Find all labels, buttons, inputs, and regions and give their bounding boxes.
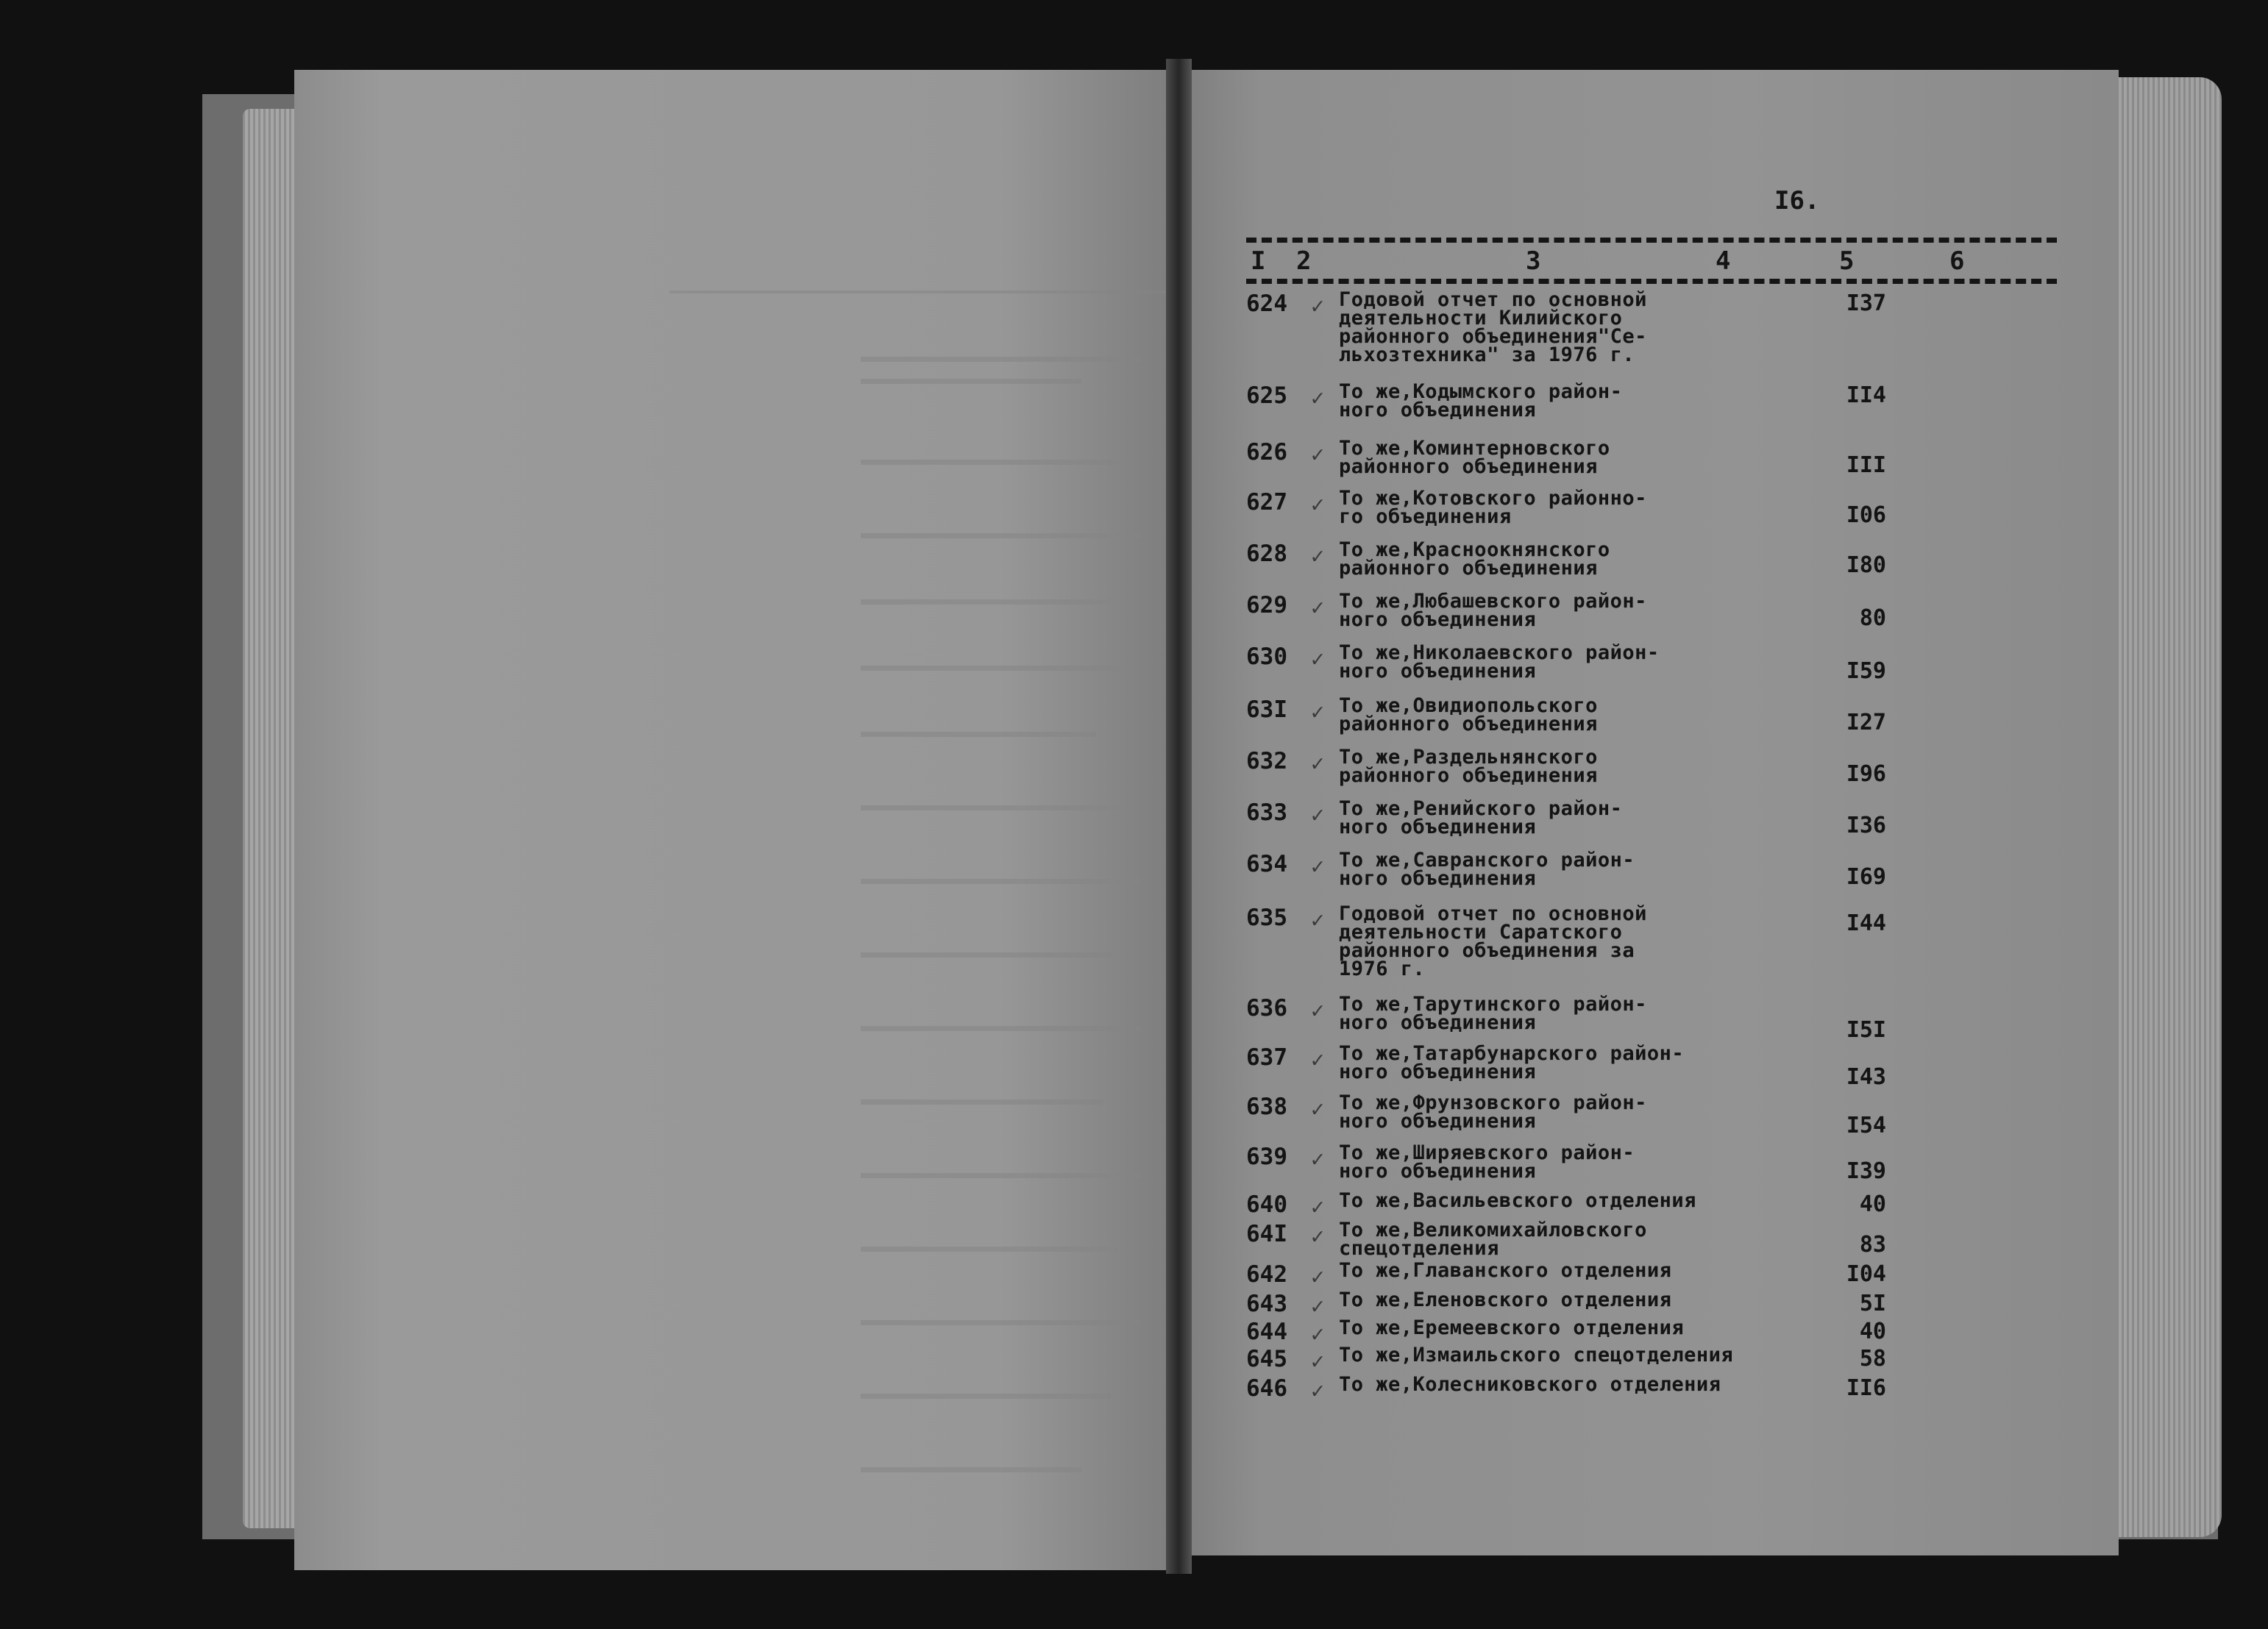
- entry-number: 638: [1246, 1094, 1287, 1120]
- entry-description-line: То же,Фрунзовского район-: [1339, 1091, 1647, 1114]
- entry-description-line: деятельности Килийского: [1339, 307, 1623, 329]
- entry-description-line: То же,Колесниковского отделения: [1339, 1373, 1721, 1396]
- left-page: [294, 70, 1177, 1570]
- entry-number: 626: [1246, 439, 1287, 466]
- entry-number: 629: [1246, 592, 1287, 619]
- entry-number: 634: [1246, 851, 1287, 877]
- checkmark-icon: ✓: [1311, 442, 1325, 468]
- entry-description-line: 1976 г.: [1339, 958, 1426, 980]
- checkmark-icon: ✓: [1311, 751, 1325, 777]
- entry-number: 644: [1246, 1319, 1287, 1345]
- checkmark-icon: ✓: [1311, 543, 1325, 569]
- page-number: I6.: [1774, 186, 1820, 215]
- entry-description-line: То же,Великомихайловского: [1339, 1219, 1647, 1241]
- entry-description-line: ного объединения: [1339, 867, 1537, 890]
- entry-number: 642: [1246, 1261, 1287, 1288]
- entry-sheet-count: I69: [1846, 864, 1886, 890]
- entry-description-line: ного объединения: [1339, 1011, 1537, 1034]
- checkmark-icon: ✓: [1311, 1378, 1325, 1404]
- entry-description-line: ного объединения: [1339, 1061, 1537, 1083]
- column-header-5: 5: [1839, 246, 1855, 276]
- entry-description-line: То же,Котовского районно-: [1339, 487, 1647, 510]
- column-header-4: 4: [1716, 246, 1731, 276]
- entry-description-line: То же,Савранского район-: [1339, 849, 1635, 871]
- entry-number: 627: [1246, 489, 1287, 516]
- entry-description-line: То же,Николаевского район-: [1339, 641, 1660, 664]
- entry-description-line: ного объединения: [1339, 816, 1537, 838]
- entry-sheet-count: 80: [1859, 605, 1886, 631]
- entry-description-line: ного объединения: [1339, 608, 1537, 631]
- checkmark-icon: ✓: [1311, 1147, 1325, 1172]
- entry-number: 637: [1246, 1044, 1287, 1071]
- entry-number: 646: [1246, 1375, 1287, 1402]
- entry-description-line: деятельности Саратского: [1339, 921, 1623, 944]
- checkmark-icon: ✓: [1311, 908, 1325, 933]
- checkmark-icon: ✓: [1311, 1047, 1325, 1073]
- entry-description-line: го объединения: [1339, 505, 1512, 528]
- checkmark-icon: ✓: [1311, 595, 1325, 621]
- entry-sheet-count: 40: [1859, 1191, 1886, 1217]
- entry-sheet-count: I5I: [1846, 1017, 1886, 1043]
- entry-number: 635: [1246, 905, 1287, 931]
- column-header-6: 6: [1949, 246, 1965, 276]
- entry-description-line: То же,Еремеевского отделения: [1339, 1316, 1685, 1339]
- header-rule-top: [1246, 238, 2057, 243]
- entry-description-line: Годовой отчет по основной: [1339, 902, 1647, 925]
- checkmark-icon: ✓: [1311, 1264, 1325, 1290]
- entry-number: 63I: [1246, 696, 1287, 723]
- entry-description-line: То же,Овидиопольского: [1339, 694, 1598, 717]
- entry-sheet-count: II4: [1846, 382, 1886, 408]
- entry-sheet-count: I04: [1846, 1261, 1886, 1287]
- checkmark-icon: ✓: [1311, 1224, 1325, 1250]
- entry-sheet-count: 5I: [1859, 1291, 1886, 1316]
- checkmark-icon: ✓: [1311, 293, 1325, 319]
- entry-description-line: То же,Раздельнянского: [1339, 746, 1598, 769]
- entry-description-line: ного объединения: [1339, 399, 1537, 421]
- entry-number: 640: [1246, 1191, 1287, 1218]
- checkmark-icon: ✓: [1311, 1097, 1325, 1122]
- entry-description-line: районного объединения: [1339, 455, 1598, 478]
- entry-sheet-count: 40: [1859, 1319, 1886, 1344]
- checkmark-icon: ✓: [1311, 802, 1325, 828]
- entry-number: 632: [1246, 748, 1287, 774]
- entry-description-line: ного объединения: [1339, 1110, 1537, 1133]
- checkmark-icon: ✓: [1311, 385, 1325, 411]
- checkmark-icon: ✓: [1311, 854, 1325, 880]
- entry-description-line: То же,Главанского отделения: [1339, 1259, 1672, 1282]
- entry-sheet-count: I27: [1846, 710, 1886, 735]
- entry-description-line: районного объединения: [1339, 713, 1598, 735]
- entry-sheet-count: I54: [1846, 1113, 1886, 1138]
- column-header-3: 3: [1526, 246, 1541, 276]
- entry-description-line: районного объединения: [1339, 557, 1598, 580]
- column-header-1: I: [1251, 246, 1266, 276]
- entry-description-line: То же,Измаильского спецотделения: [1339, 1344, 1734, 1366]
- entry-description-line: То же,Красноокнянского: [1339, 538, 1610, 561]
- checkmark-icon: ✓: [1311, 1294, 1325, 1319]
- entry-sheet-count: 58: [1859, 1346, 1886, 1372]
- checkmark-icon: ✓: [1311, 1194, 1325, 1220]
- entry-sheet-count: III: [1846, 452, 1886, 478]
- entry-number: 633: [1246, 799, 1287, 826]
- entry-sheet-count: 83: [1859, 1232, 1886, 1258]
- checkmark-icon: ✓: [1311, 492, 1325, 518]
- entry-description-line: То же,Ширяевского район-: [1339, 1141, 1635, 1164]
- entry-sheet-count: I43: [1846, 1064, 1886, 1090]
- entry-description-line: То же,Тарутинского район-: [1339, 993, 1647, 1016]
- entry-sheet-count: I37: [1846, 290, 1886, 316]
- checkmark-icon: ✓: [1311, 1322, 1325, 1347]
- entry-number: 625: [1246, 382, 1287, 409]
- checkmark-icon: ✓: [1311, 998, 1325, 1024]
- entry-sheet-count: I44: [1846, 910, 1886, 936]
- entry-description-line: То же,Еленовского отделения: [1339, 1288, 1672, 1311]
- entry-sheet-count: I80: [1846, 552, 1886, 578]
- entry-description-line: районного объединения за: [1339, 939, 1635, 962]
- entry-number: 643: [1246, 1291, 1287, 1317]
- entry-sheet-count: I96: [1846, 761, 1886, 787]
- entry-description-line: льхозтехника" за 1976 г.: [1339, 343, 1635, 366]
- checkmark-icon: ✓: [1311, 1349, 1325, 1375]
- entry-description-line: районного объединения: [1339, 764, 1598, 787]
- checkmark-icon: ✓: [1311, 646, 1325, 672]
- entry-number: 64I: [1246, 1221, 1287, 1247]
- entry-description-line: То же,Васильевского отделения: [1339, 1189, 1696, 1212]
- entry-description-line: То же,Любашевского район-: [1339, 590, 1647, 613]
- entry-description-line: Годовой отчет по основной: [1339, 288, 1647, 311]
- entry-number: 639: [1246, 1144, 1287, 1170]
- entry-number: 636: [1246, 995, 1287, 1022]
- checkmark-icon: ✓: [1311, 699, 1325, 725]
- entry-description-line: ного объединения: [1339, 660, 1537, 682]
- entry-sheet-count: I39: [1846, 1158, 1886, 1184]
- column-header-2: 2: [1296, 246, 1312, 276]
- entry-description-line: То же,Коминтерновского: [1339, 437, 1610, 460]
- entry-number: 645: [1246, 1346, 1287, 1372]
- entry-description-line: районного объединения"Се-: [1339, 325, 1647, 348]
- entry-sheet-count: II6: [1846, 1375, 1886, 1401]
- entry-number: 630: [1246, 644, 1287, 670]
- header-rule-bottom: [1246, 279, 2057, 284]
- entry-description-line: То же,Кодымского район-: [1339, 380, 1623, 403]
- entry-number: 628: [1246, 541, 1287, 567]
- entry-sheet-count: I59: [1846, 658, 1886, 684]
- entry-sheet-count: I06: [1846, 502, 1886, 528]
- entry-sheet-count: I36: [1846, 813, 1886, 838]
- entry-number: 624: [1246, 290, 1287, 317]
- entry-description-line: ного объединения: [1339, 1160, 1537, 1183]
- book-gutter: [1166, 59, 1192, 1574]
- entry-description-line: спецотделения: [1339, 1237, 1499, 1260]
- right-page: [1186, 70, 2119, 1555]
- entry-description-line: То же,Ренийского район-: [1339, 797, 1623, 820]
- entry-description-line: То же,Татарбунарского район-: [1339, 1042, 1685, 1065]
